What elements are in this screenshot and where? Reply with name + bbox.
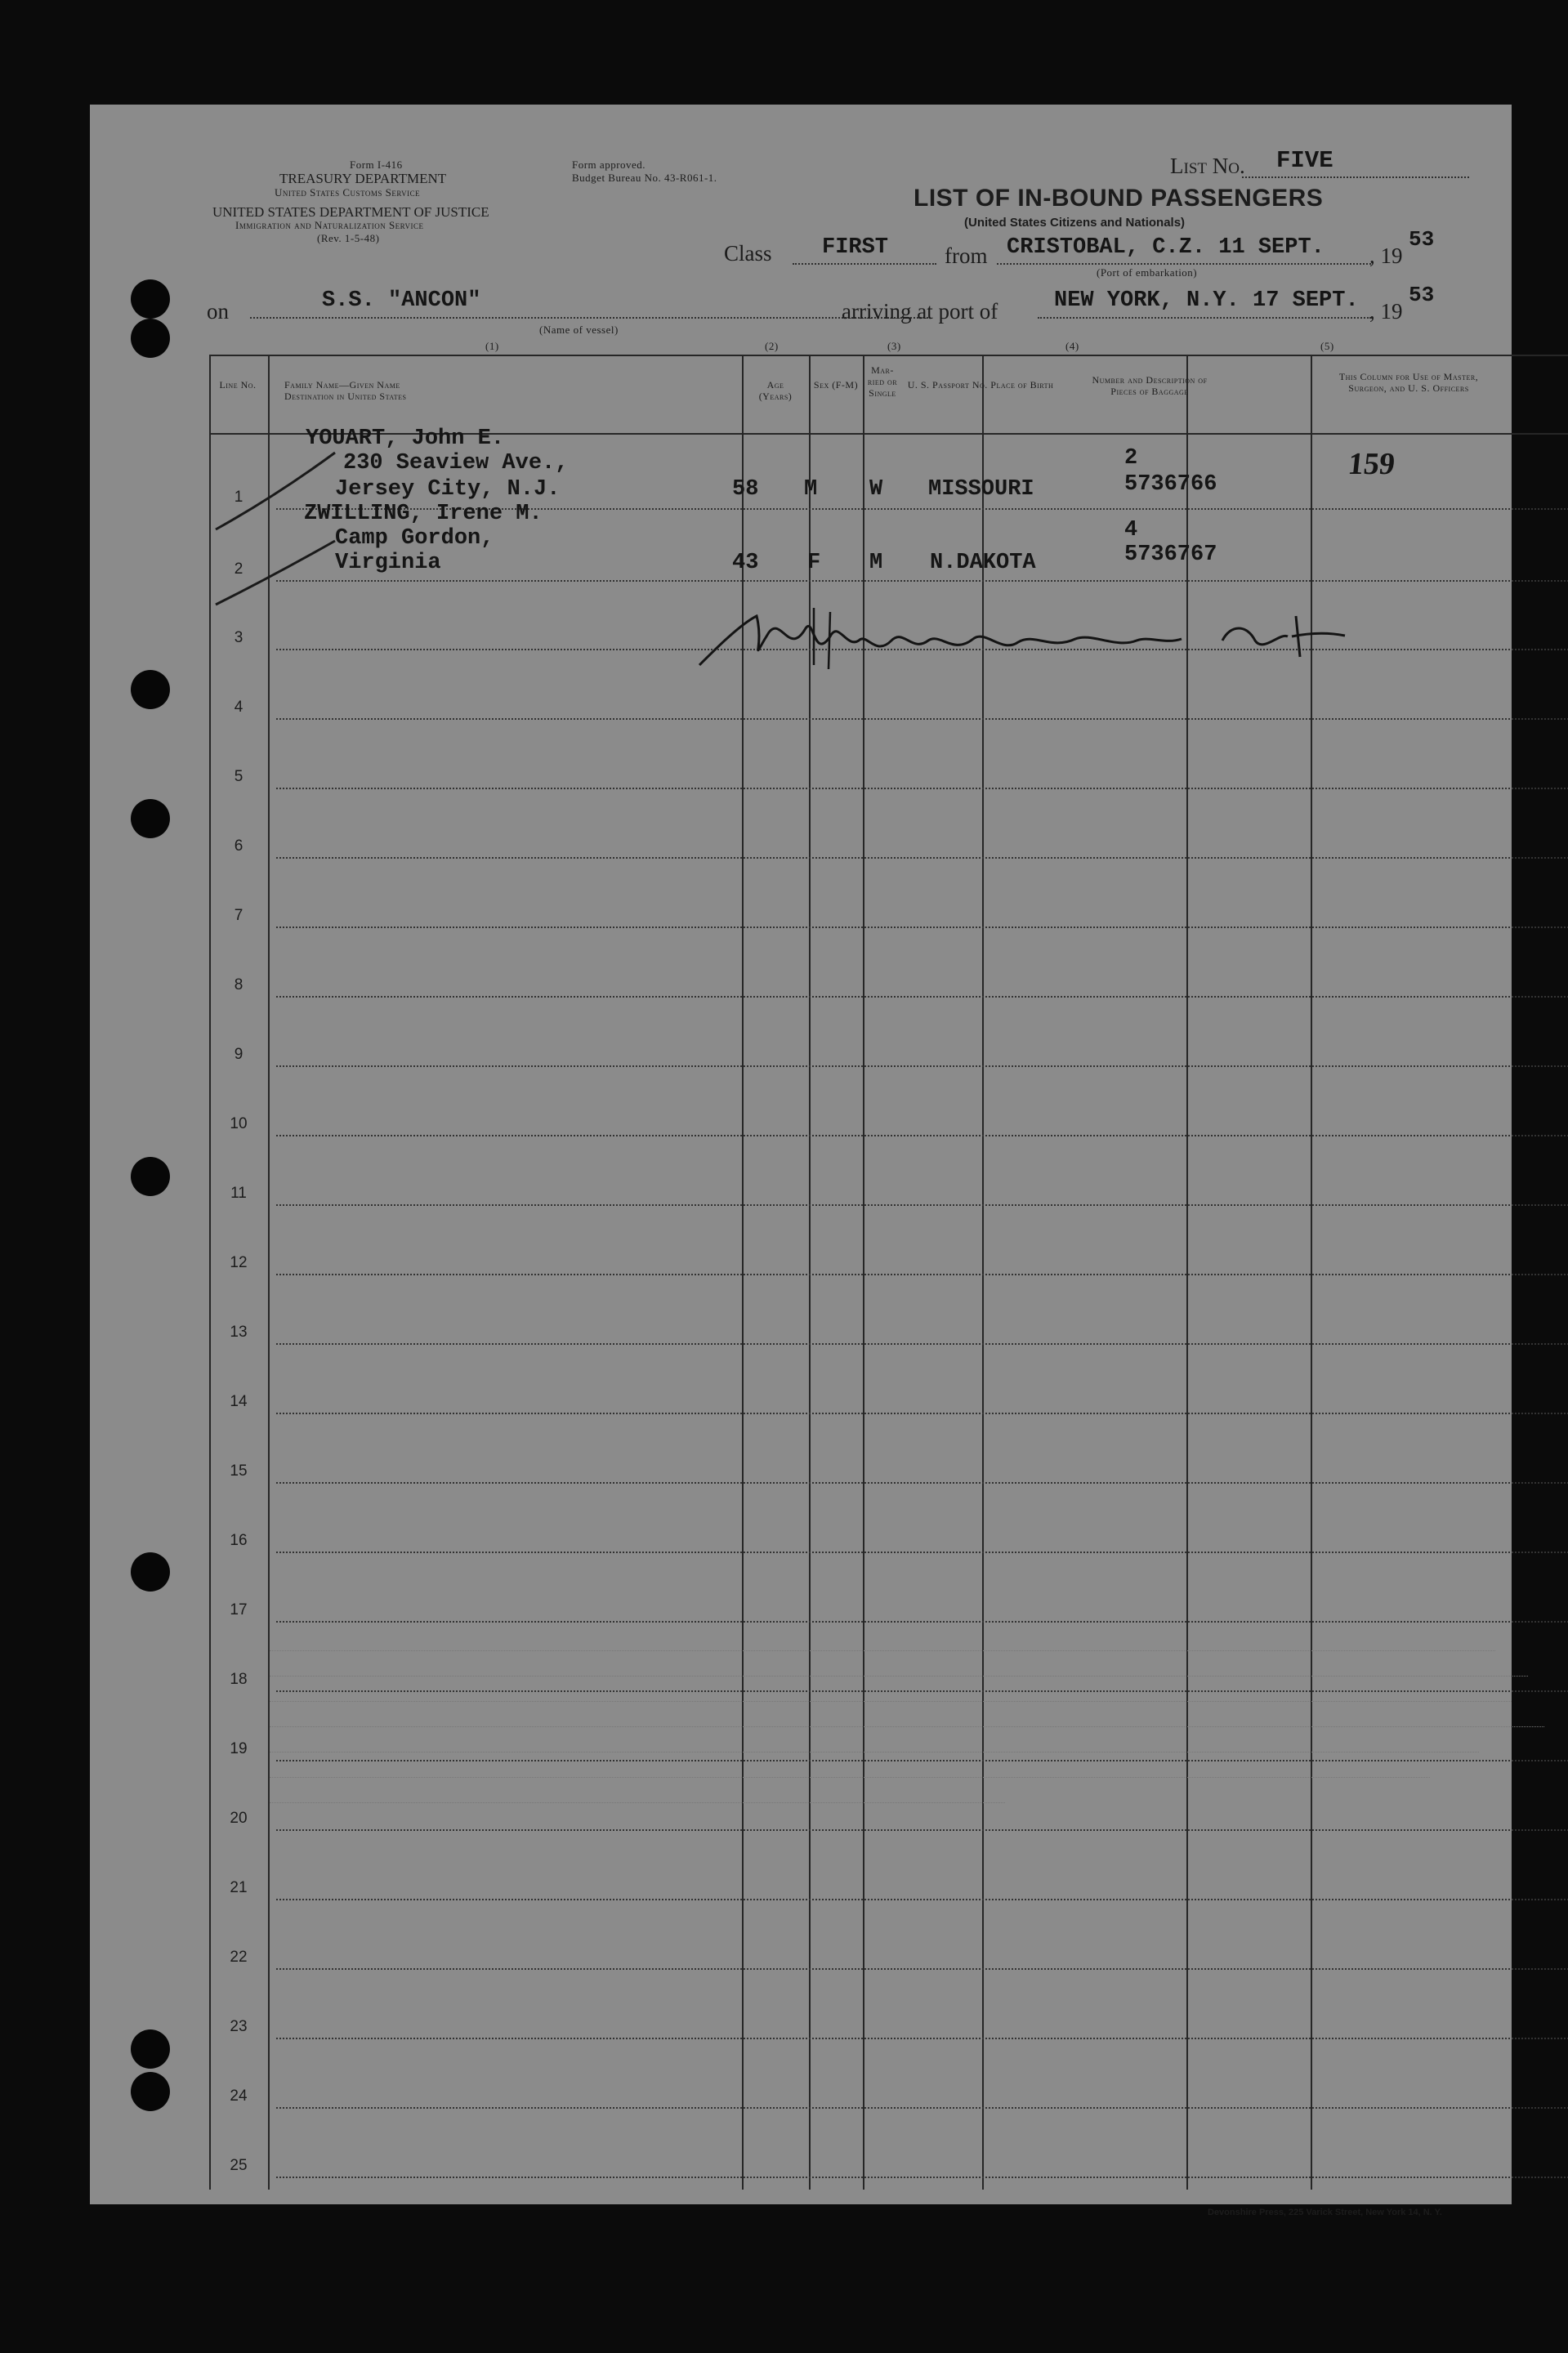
line-number: 4 (234, 699, 243, 716)
on-label: on (207, 299, 229, 324)
line-number: 23 (230, 2018, 248, 2035)
row-line (276, 857, 1568, 859)
column-header-passport: U. S. Passport No. Place of Birth (907, 379, 1054, 391)
passenger-address: Jersey City, N.J. (335, 477, 561, 502)
punch-hole (131, 1157, 170, 1196)
form-number: Form I-416 (350, 159, 403, 171)
arrival-line (1038, 317, 1371, 319)
printer-imprint: Devonshire Press, 225 Varick Street, New York 14, N. Y. (1208, 2208, 1442, 2217)
service-name: Immigration and Naturalization Service (235, 219, 424, 231)
row-line (276, 1552, 1568, 1553)
row-line (276, 718, 1568, 720)
punch-hole (131, 799, 170, 838)
line-number: 12 (230, 1254, 248, 1271)
port-caption: (Port of embarkation) (1097, 266, 1198, 279)
column-header-age: Age (Years) (758, 379, 793, 402)
year-prefix: , 19 (1369, 243, 1403, 268)
line-number: 24 (230, 2087, 248, 2105)
row-line (276, 1413, 1568, 1414)
column-number: (5) (1320, 340, 1334, 352)
row-line (276, 2177, 1568, 2178)
line-number: 18 (230, 1671, 248, 1688)
passenger-address: 230 Seaview Ave., (343, 451, 569, 476)
row-line (276, 580, 1568, 582)
column-number: (1) (485, 340, 499, 352)
passenger-marital: W (869, 477, 883, 502)
column-number: (2) (765, 340, 779, 352)
row-line (276, 1274, 1568, 1275)
column-header-line-no: Line No. (219, 379, 257, 391)
row-line (276, 1204, 1568, 1206)
check-mark-icon (212, 536, 343, 609)
passenger-name: YOUART, John E. (306, 426, 505, 451)
line-number: 15 (230, 1462, 248, 1480)
passenger-marital: M (869, 551, 883, 575)
punch-hole (131, 1552, 170, 1592)
line-number: 2 (234, 560, 243, 578)
punch-hole (131, 319, 170, 358)
row-line (276, 1065, 1568, 1067)
row-line (276, 1343, 1568, 1345)
budget-bureau-no: Budget Bureau No. 43-R061-1. (572, 172, 717, 184)
passenger-sex: F (807, 551, 821, 575)
line-number: 9 (234, 1046, 243, 1063)
service-name: United States Customs Service (275, 186, 421, 199)
baggage-pieces: 2 (1124, 446, 1138, 471)
vessel-name: S.S. "ANCON" (322, 288, 481, 313)
table-top-border (209, 355, 1568, 356)
department-name: UNITED STATES DEPARTMENT OF JUSTICE (212, 204, 489, 220)
from-label: from (945, 243, 988, 268)
row-line (276, 1621, 1568, 1623)
line-number: 7 (234, 907, 243, 924)
column-header-name: Family Name—Given Name Destination in United States (284, 379, 407, 402)
passenger-name: ZWILLING, Irene M. (304, 502, 543, 526)
column-header-baggage: Number and Description of Pieces of Baggage (1092, 374, 1208, 397)
vessel-line (250, 317, 928, 319)
punch-hole (131, 670, 170, 709)
revision-date: (Rev. 1-5-48) (317, 232, 380, 244)
bleed-through-text (270, 1632, 1561, 1927)
column-number: (3) (887, 340, 901, 352)
line-number: 1 (234, 489, 243, 506)
line-number: 3 (234, 629, 243, 646)
baggage-number: 5736767 (1124, 542, 1217, 567)
year-prefix: , 19 (1369, 299, 1403, 324)
officer-note: 159 (1346, 447, 1397, 481)
arriving-label: arriving at port of (842, 299, 998, 324)
line-number: 10 (230, 1115, 248, 1132)
row-line (276, 2107, 1568, 2109)
baggage-number: 5736766 (1124, 472, 1217, 497)
embarkation-value: CRISTOBAL, C.Z. 11 SEPT. (1007, 235, 1325, 260)
department-name: TREASURY DEPARTMENT (279, 171, 447, 186)
row-line (276, 1135, 1568, 1136)
column-header-married: Mar- ried or Single (867, 364, 898, 399)
class-value: FIRST (822, 235, 889, 260)
row-line (276, 996, 1568, 998)
line-number: 17 (230, 1601, 248, 1619)
passenger-sex: M (804, 477, 818, 502)
row-line (276, 788, 1568, 789)
line-number: 6 (234, 837, 243, 855)
passenger-address: Virginia (335, 551, 441, 575)
line-number: 19 (230, 1740, 248, 1757)
line-number: 21 (230, 1879, 248, 1896)
class-label: Class (724, 241, 772, 266)
row-line (276, 926, 1568, 928)
class-line (793, 263, 936, 265)
vessel-caption: (Name of vessel) (539, 324, 619, 336)
line-number: 13 (230, 1324, 248, 1341)
table-left-border (209, 355, 211, 2190)
passenger-birthplace: MISSOURI (928, 477, 1034, 502)
line-number: 11 (230, 1185, 247, 1202)
passenger-age: 43 (732, 551, 759, 575)
punch-hole (131, 2072, 170, 2111)
row-line (276, 2038, 1568, 2039)
passenger-birthplace: N.DAKOTA (930, 551, 1036, 575)
arrival-value: NEW YORK, N.Y. 17 SEPT. (1054, 288, 1359, 313)
column-number: (4) (1065, 340, 1079, 352)
check-mark-icon (212, 448, 343, 538)
year-value: 53 (1409, 283, 1435, 307)
column-header-officers: This Column for Use of Master, Surgeon, and U. S. Officers (1338, 371, 1479, 394)
line-number: 14 (230, 1393, 248, 1410)
page-title: LIST OF IN-BOUND PASSENGERS (914, 185, 1324, 212)
row-line (276, 1482, 1568, 1484)
list-no-label: List No. (1170, 154, 1245, 178)
page-subtitle: (United States Citizens and Nationals) (964, 216, 1186, 230)
line-number: 8 (234, 976, 243, 993)
column-header-sex: Sex (F-M) (813, 379, 859, 391)
punch-hole (131, 2029, 170, 2069)
signature (691, 600, 1369, 681)
line-number: 25 (230, 2157, 248, 2174)
list-no-line (1242, 176, 1469, 178)
line-number: 16 (230, 1532, 248, 1549)
manifest-sheet (90, 105, 1512, 2217)
passenger-address: Camp Gordon, (335, 526, 494, 551)
line-number: 20 (230, 1810, 248, 1827)
row-line (276, 1968, 1568, 1970)
punch-hole (131, 279, 170, 319)
passenger-age: 58 (732, 477, 759, 502)
year-value: 53 (1409, 227, 1435, 252)
form-approved: Form approved. (572, 159, 646, 171)
from-line (997, 263, 1371, 265)
line-number: 5 (234, 768, 243, 785)
list-no-value: FIVE (1276, 147, 1333, 174)
line-number: 22 (230, 1949, 248, 1966)
baggage-pieces: 4 (1124, 518, 1138, 542)
